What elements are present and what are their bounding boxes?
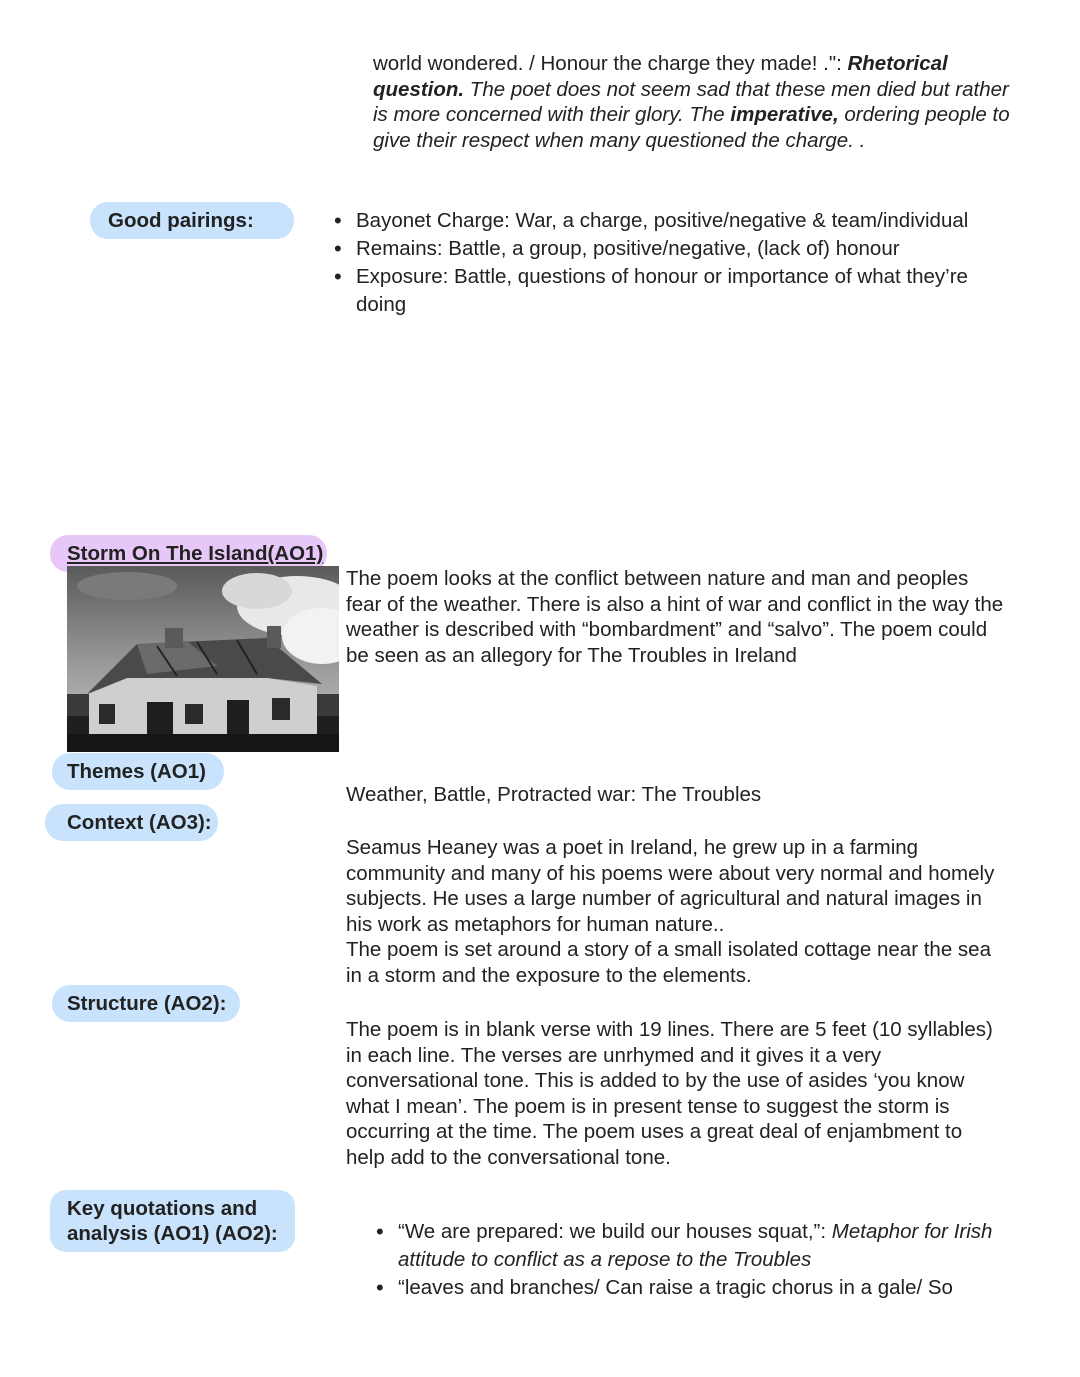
- analysis-text-2: ordering people to give their respect when many questioned the charge. .: [373, 103, 1010, 152]
- cottage-photo: [67, 566, 339, 752]
- list-item: • “leaves and branches/ Can raise a tragic chorus in a gale/ So: [364, 1274, 1004, 1302]
- list-item: • Exposure: Battle, questions of honour or importance of what they’re doing: [322, 263, 972, 319]
- imperative-term: imperative,: [730, 103, 839, 127]
- poem-title-text: Storm On The Island(AO1): [67, 542, 324, 565]
- top-quote-analysis: [373, 51, 1013, 153]
- quote-1-analysis: Metaphor for Irish attitude to conflict as a repose to the Troubles: [398, 1220, 993, 1271]
- list-item: • Bayonet Charge: War, a charge, positive/negative & team/individual: [322, 207, 972, 235]
- context-paragraph-2: The poem is set around a story of a small isolated cottage near the sea in a storm and the exposure to the elements.: [346, 938, 991, 987]
- list-item: • Remains: Battle, a group, positive/negative, (lack of) honour: [322, 235, 972, 263]
- key-quotations-label-line1: Key quotations and: [67, 1197, 258, 1220]
- quote-text: world wondered. / Honour the charge they made! .":: [373, 52, 848, 75]
- structure-label: Structure (AO2):: [52, 985, 240, 1022]
- structure-text: The poem is in blank verse with 19 lines. There are 5 feet (10 syllables) in each line. The verses are unrhymed and it gives it a very conversational tone. This is added to by the use of asides ‘you know what I mean’. The poem is in present tense to suggest the storm is occurring at the time. The poem uses a great deal of enjambment to help add to the conversational tone.: [346, 1018, 993, 1169]
- pairings-list: [322, 207, 972, 319]
- key-quotations-label: [50, 1190, 295, 1252]
- rhetorical-question-term: Rhetorical question.: [373, 52, 948, 101]
- quote-1: “We are prepared: we build our houses squat,”:: [398, 1220, 832, 1243]
- poem-summary: The poem looks at the conflict between nature and man and peoples fear of the weather. There is also a hint of war and conflict in the way the weather is described with “bombardment” and “salvo”. The poem could be seen as an allegory for The Troubles in Ireland: [346, 567, 1004, 667]
- themes-label: Themes (AO1): [52, 753, 224, 790]
- context-paragraph-1: Seamus Heaney was a poet in Ireland, he grew up in a farming community and many of his poems were about very normal and homely subjects. He uses a large number of agricultural and natural images in his work as metaphors for human nature..: [346, 836, 995, 936]
- context-text: [346, 835, 1006, 989]
- analysis-text-1: The poet does not seem sad that these men died but rather is more concerned with their glory. The: [373, 77, 1009, 127]
- key-quotations-label-line2: analysis (AO1) (AO2):: [67, 1222, 278, 1245]
- context-label: Context (AO3):: [45, 804, 218, 841]
- list-item: [364, 1218, 1004, 1274]
- themes-text: Weather, Battle, Protracted war: The Troubles: [346, 783, 762, 806]
- good-pairings-label: Good pairings:: [90, 202, 294, 239]
- quotations-list: [364, 1218, 1004, 1302]
